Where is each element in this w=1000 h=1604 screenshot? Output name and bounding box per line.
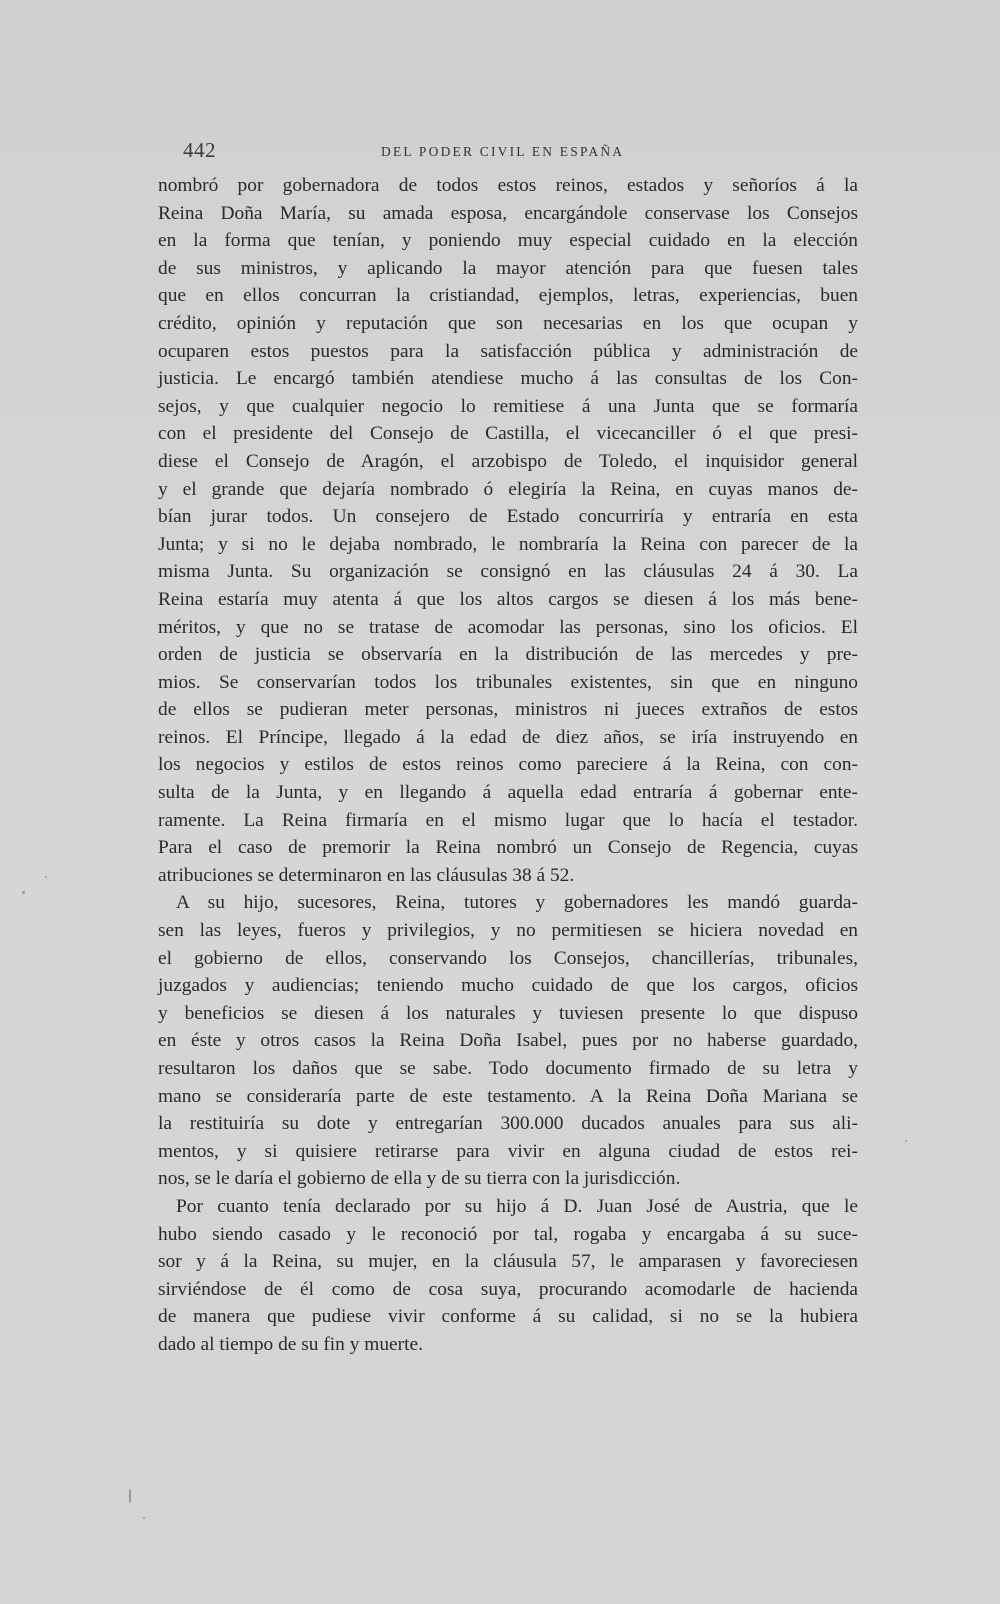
paper-speck [143,1517,145,1519]
running-title: DEL PODER CIVIL EN ESPAÑA [381,144,625,159]
text-line: justicia. Le encargó también atendiese mucho á las consultas de los Con- [158,368,858,390]
text-line: reinos. El Príncipe, llegado á la edad de diez años, se iría instruyendo en [158,726,858,748]
text-line: Reina Doña María, su amada esposa, encargándole conservase los Consejos [158,202,858,224]
text-line: crédito, opinión y reputación que son necesarias en los que ocupan y [158,312,858,334]
text-line: misma Junta. Su organización se consignó en las cláusulas 24 á 30. La [158,561,858,583]
text-line: de ellos se pudieran meter personas, ministros ni jueces extraños de estos [158,699,858,721]
text-line: la restituiría su dote y entregarían 300.000 ducados anuales para sus ali- [158,1113,858,1135]
text-line: y beneficios se diesen á los naturales y tuviesen presente lo que dispuso [158,1002,858,1024]
text-line: mentos, y si quisiere retirarse para vivir en alguna ciudad de estos rei- [158,1140,858,1162]
text-line: con el presidente del Consejo de Castilla, el vicecanciller ó el que presi- [158,423,858,445]
text-line: hubo siendo casado y le reconoció por tal, rogaba y encargaba á su suce- [158,1223,858,1245]
text-line: que en ellos concurran la cristiandad, ejemplos, letras, experiencias, buen [158,285,858,307]
text-line: juzgados y audiencias; teniendo mucho cuidado de que los cargos, oficios [158,975,858,997]
text-line: Para el caso de premorir la Reina nombró un Consejo de Regencia, cuyas [158,837,858,859]
text-line: en la forma que tenían, y poniendo muy especial cuidado en la elección [158,230,858,252]
text-line: en éste y otros casos la Reina Doña Isabel, pues por no haberse guardado, [158,1030,858,1052]
text-line: mios. Se conservarían todos los tribunales existentes, sin que en ninguno [158,671,858,693]
text-line: orden de justicia se observaría en la distribución de las mercedes y pre- [158,644,858,666]
paper-speck [45,876,47,878]
paper-speck [905,1140,907,1142]
text-line: el gobierno de ellos, conservando los Consejos, chancillerías, tribunales, [158,947,858,969]
text-line: de sus ministros, y aplicando la mayor atención para que fuesen tales [158,257,858,279]
paragraph-start-line: Por cuanto tenía declarado por su hijo á D. Juan José de Austria, que le [176,1195,858,1217]
page-number: 442 [183,138,216,162]
paragraph-end-line: atribuciones se determinaron en las cláusulas 38 á 52. [158,864,575,886]
text-line: los negocios y estilos de estos reinos como pareciere á la Reina, con con- [158,754,858,776]
text-line: méritos, y que no se tratase de acomodar las personas, sino los oficios. El [158,616,858,638]
text-line: ocuparen estos puestos para la satisfacción pública y administración de [158,340,858,362]
text-line: ramente. La Reina firmaría en el mismo lugar que lo hacía el testador. [158,809,858,831]
text-line: sejos, y que cualquier negocio lo remitiese á una Junta que se formaría [158,395,858,417]
text-line: y el grande que dejaría nombrado ó elegiría la Reina, en cuyas manos de- [158,478,858,500]
body-text [158,172,858,1359]
text-line: diese el Consejo de Aragón, el arzobispo de Toledo, el inquisidor general [158,450,858,472]
text-line: sen las leyes, fueros y privilegios, y no permitiesen se hiciera novedad en [158,920,858,942]
text-line: sulta de la Junta, y en llegando á aquella edad entraría á gobernar ente- [158,782,858,804]
text-line: nombró por gobernadora de todos estos reinos, estados y señoríos á la [158,175,858,196]
paragraph-end-line: dado al tiempo de su fin y muerte. [158,1333,423,1355]
text-line: resultaron los daños que se sabe. Todo documento firmado de su letra y [158,1058,858,1079]
paragraph-start-line: A su hijo, sucesores, Reina, tutores y gobernadores les mandó guarda- [176,892,858,914]
text-line: sor y á la Reina, su mujer, en la cláusula 57, le amparasen y favoreciesen [158,1251,858,1273]
paragraph-end-line: nos, se le daría el gobierno de ella y de su tierra con la jurisdicción. [158,1168,681,1190]
text-line: Reina estaría muy atenta á que los altos cargos se diesen á los más bene- [158,588,858,610]
text-line: mano se consideraría parte de este testamento. A la Reina Doña Mariana se [158,1085,858,1107]
text-line: Junta; y si no le dejaba nombrado, le nombraría la Reina con parecer de la [158,533,858,555]
text-line: sirviéndose de él como de cosa suya, procurando acomodarle de hacienda [158,1278,858,1300]
text-line: bían jurar todos. Un consejero de Estado concurriría y entraría en esta [158,506,858,528]
paper-speck [129,1489,131,1503]
page-header [183,138,853,168]
text-line: de manera que pudiese vivir conforme á su calidad, si no se la hubiera [158,1306,858,1328]
paper-speck [22,891,25,894]
